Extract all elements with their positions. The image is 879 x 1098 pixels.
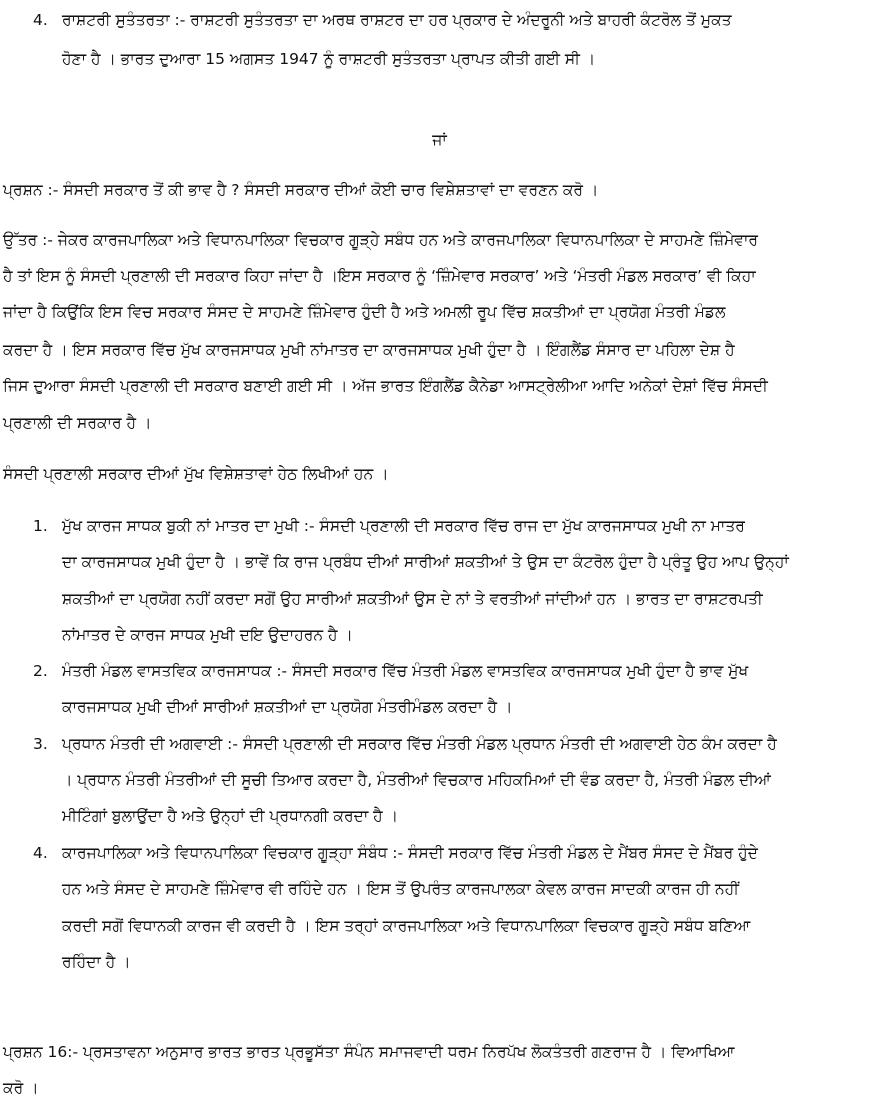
- list-number: 2.: [33, 662, 48, 680]
- feature-line: ਕਾਰਜਸਾਧਕ ਮੁਖੀ ਦੀਆਂ ਸਾਰੀਆਂ ਸ਼ਕਤੀਆਂ ਦਾ ਪ੍ਰਯੋਗ ਮੰਤਰੀਮੰਡਲ ਕਰਦਾ ਹੈ ।: [62, 698, 513, 716]
- feature-line: ਮੀਟਿੰਗਾਂ ਬੁਲਾਉਂਦਾ ਹੈ ਅਤੇ ਉਨ੍ਹਾਂ ਦੀ ਪ੍ਰਧਾਨਗੀ ਕਰਦਾ ਹੈ ।: [62, 807, 399, 825]
- feature-line: ਮੰਤਰੀ ਮੰਡਲ ਵਾਸਤਵਿਕ ਕਾਰਜਸਾਧਕ :- ਸੰਸਦੀ ਸਰਕਾਰ ਵਿੱਚ ਮੰਤਰੀ ਮੰਡਲ ਵਾਸਤਵਿਕ ਕਾਰਜਸਾਧਕ ਮੁਖੀ ਹੁੰਦਾ ਹੈ ਭਾਵ ਮੁੱਖ: [62, 662, 749, 680]
- feature-line: ਰਹਿੰਦਾ ਹੈ ।: [62, 953, 131, 971]
- feature-line: ਹਨ ਅਤੇ ਸੰਸਦ ਦੇ ਸਾਹਮਣੇ ਜ਼ਿੰਮੇਵਾਰ ਵੀ ਰਹਿੰਦੇ ਹਨ । ਇਸ ਤੋਂ ਉਪਰੰਤ ਕਾਰਜਪਾਲਕਾ ਕੇਵਲ ਕਾਰਜ ਸਾਦਕੀ ਕਾਰਜ ਹੀ ਨਹੀਂ: [62, 880, 739, 898]
- list-item-line: ਰਾਸ਼ਟਰੀ ਸੁਤੰਤਰਤਾ :- ਰਾਸ਼ਟਰੀ ਸੁਤੰਤਰਤਾ ਦਾ ਅਰਥ ਰਾਸ਼ਟਰ ਦਾ ਹਰ ਪ੍ਰਕਾਰ ਦੇ ਅੰਦਰੂਨੀ ਅਤੇ ਬਾਹਰੀ ਕੰਟਰੋਲ ਤੋਂ ਮੁਕਤ: [62, 11, 732, 29]
- answer-line: ਉੱਤਰ :- ਜੇਕਰ ਕਾਰਜਪਾਲਿਕਾ ਅਤੇ ਵਿਧਾਨਪਾਲਿਕਾ ਵਿਚਕਾਰ ਗੂੜ੍ਹੇ ਸਬੰਧ ਹਨ ਅਤੇ ਕਾਰਜਪਾਲਿਕਾ ਵਿਧਾਨਪਾਲਿਕਾ ਦੇ ਸਾਹਮਣੇ ਜ਼ਿੰਮੇਵਾਰ: [3, 231, 759, 249]
- feature-line: ਕਾਰਜਪਾਲਿਕਾ ਅਤੇ ਵਿਧਾਨਪਾਲਿਕਾ ਵਿਚਕਾਰ ਗੂੜ੍ਹਾ ਸੰਬੰਧ :- ਸੰਸਦੀ ਸਰਕਾਰ ਵਿੱਚ ਮੰਤਰੀ ਮੰਡਲ ਦੇ ਮੈਂਬਰ ਸੰਸਦ ਦੇ ਮੈਂਬਰ ਹੁੰਦੇ: [62, 844, 758, 862]
- list-number: 4.: [33, 11, 48, 29]
- feature-line: ਪ੍ਰਧਾਨ ਮੰਤਰੀ ਦੀ ਅਗਵਾਈ :- ਸੰਸਦੀ ਪ੍ਰਣਾਲੀ ਦੀ ਸਰਕਾਰ ਵਿੱਚ ਮੰਤਰੀ ਮੰਡਲ ਪ੍ਰਧਾਨ ਮੰਤਰੀ ਦੀ ਅਗਵਾਈ ਹੇਠ ਕੰਮ ਕਰਦਾ ਹੈ: [62, 735, 777, 753]
- feature-line: ਸ਼ਕਤੀਆਂ ਦਾ ਪ੍ਰਯੋਗ ਨਹੀਂ ਕਰਦਾ ਸਗੋਂ ਉਹ ਸਾਰੀਆਂ ਸ਼ਕਤੀਆਂ ਉਸ ਦੇ ਨਾਂ ਤੇ ਵਰਤੀਆਂ ਜਾਂਦੀਆਂ ਹਨ । ਭਾਰਤ ਦਾ ਰਾਸ਼ਟਰਪਤੀ: [62, 590, 763, 608]
- feature-line: ਨਾਂਮਾਤਰ ਦੇ ਕਾਰਜ ਸਾਧਕ ਮੁਖੀ ਦਇ ਉਦਾਹਰਨ ਹੈ ।: [62, 626, 353, 644]
- answer-line: ਜਾਂਦਾ ਹੈ ਕਿਉਂਕਿ ਇਸ ਵਿਚ ਸਰਕਾਰ ਸੰਸਦ ਦੇ ਸਾਹਮਣੇ ਜ਼ਿੰਮੇਵਾਰ ਹੁੰਦੀ ਹੈ ਅਤੇ ਅਮਲੀ ਰੂਪ ਵਿੱਚ ਸ਼ਕਤੀਆਂ ਦਾ ਪ੍ਰਯੋਗ ਮੰਤਰੀ ਮੰਡਲ: [3, 303, 726, 321]
- or-separator: ਜਾਂ: [432, 131, 447, 149]
- feature-line: ਦਾ ਕਾਰਜਸਾਧਕ ਮੁਖੀ ਹੁੰਦਾ ਹੈ । ਭਾਵੇਂ ਕਿ ਰਾਜ ਪ੍ਰਬੰਧ ਦੀਆਂ ਸਾਰੀਆਂ ਸ਼ਕਤੀਆਂ ਤੇ ਉਸ ਦਾ ਕੰਟਰੋਲ ਹੁੰਦਾ ਹੈ ਪ੍ਰੰਤੂ ਉਹ ਆਪ ਉਨ੍ਹਾਂ: [62, 553, 789, 571]
- question-16-heading: ਪ੍ਰਸ਼ਨ 16:- ਪ੍ਰਸਤਾਵਨਾ ਅਨੁਸਾਰ ਭਾਰਤ ਭਾਰਤ ਪ੍ਰਭੂਸੱਤਾ ਸੰਪੰਨ ਸਮਾਜਵਾਦੀ ਧਰਮ ਨਿਰਪੱਖ ਲੋਕਤੰਤਰੀ ਗਣਰਾਜ ਹੈ । ਵਿਆਖਿਆ: [3, 1043, 735, 1061]
- list-number: 4.: [33, 844, 48, 862]
- list-item-line: ਹੋਣਾ ਹੈ । ਭਾਰਤ ਦੁਆਰਾ 15 ਅਗਸਤ 1947 ਨੂੰ ਰਾਸ਼ਟਰੀ ਸੁਤੰਤਰਤਾ ਪ੍ਰਾਪਤ ਕੀਤੀ ਗਈ ਸੀ ।: [62, 50, 596, 68]
- feature-line: । ਪ੍ਰਧਾਨ ਮੰਤਰੀ ਮੰਤਰੀਆਂ ਦੀ ਸੂਚੀ ਤਿਆਰ ਕਰਦਾ ਹੈ, ਮੰਤਰੀਆਂ ਵਿਚਕਾਰ ਮਹਿਕਮਿਆਂ ਦੀ ਵੰਡ ਕਰਦਾ ਹੈ, ਮੰਤਰੀ ਮੰਡਲ ਦੀਆਂ: [62, 771, 771, 789]
- answer-line: ਕਰਦਾ ਹੈ । ਇਸ ਸਰਕਾਰ ਵਿੱਚ ਮੁੱਖ ਕਾਰਜਸਾਧਕ ਮੁਖੀ ਨਾਂਮਾਤਰ ਦਾ ਕਾਰਜਸਾਧਕ ਮੁਖੀ ਹੁੰਦਾ ਹੈ । ਇੰਗਲੈਂਡ ਸੰਸਾਰ ਦਾ ਪਹਿਲਾ ਦੇਸ਼ ਹੈ: [3, 341, 735, 359]
- list-number: 1.: [33, 517, 48, 535]
- answer-line: ਹੈ ਤਾਂ ਇਸ ਨੂੰ ਸੰਸਦੀ ਪ੍ਰਣਾਲੀ ਦੀ ਸਰਕਾਰ ਕਿਹਾ ਜਾਂਦਾ ਹੈ ।ਇਸ ਸਰਕਾਰ ਨੂੰ ‘ਜ਼ਿੰਮੇਵਾਰ ਸਰਕਾਰ’ ਅਤੇ ‘ਮੰਤਰੀ ਮੰਡਲ ਸਰਕਾਰ’ ਵੀ ਕਿਹਾ: [3, 267, 756, 285]
- feature-line: ਮੁੱਖ ਕਾਰਜ ਸਾਧਕ ਬੁਕੀ ਨਾਂ ਮਾਤਰ ਦਾ ਮੁਖੀ :- ਸੰਸਦੀ ਪ੍ਰਣਾਲੀ ਦੀ ਸਰਕਾਰ ਵਿੱਚ ਰਾਜ ਦਾ ਮੁੱਖ ਕਾਰਜਸਾਧਕ ਮੁਖੀ ਨਾ ਮਾਤਰ: [62, 517, 745, 535]
- question-heading: ਪ੍ਰਸ਼ਨ :- ਸੰਸਦੀ ਸਰਕਾਰ ਤੋਂ ਕੀ ਭਾਵ ਹੈ ? ਸੰਸਦੀ ਸਰਕਾਰ ਦੀਆਂ ਕੋਈ ਚਾਰ ਵਿਸ਼ੇਸ਼ਤਾਵਾਂ ਦਾ ਵਰਣਨ ਕਰੋ ।: [3, 181, 599, 199]
- features-heading: ਸੰਸਦੀ ਪ੍ਰਣਾਲੀ ਸਰਕਾਰ ਦੀਆਂ ਮੁੱਖ ਵਿਸ਼ੇਸ਼ਤਾਵਾਂ ਹੇਠ ਲਿਖੀਆਂ ਹਨ ।: [3, 465, 389, 483]
- answer-line: ਪ੍ਰਣਾਲੀ ਦੀ ਸਰਕਾਰ ਹੈ ।: [3, 414, 152, 432]
- list-number: 3.: [33, 735, 48, 753]
- feature-line: ਕਰਦੀ ਸਗੋਂ ਵਿਧਾਨਕੀ ਕਾਰਜ ਵੀ ਕਰਦੀ ਹੈ । ਇਸ ਤਰ੍ਹਾਂ ਕਾਰਜਪਾਲਿਕਾ ਅਤੇ ਵਿਧਾਨਪਾਲਿਕਾ ਵਿਚਕਾਰ ਗੂੜ੍ਹੇ ਸਬੰਧ ਬਣਿਆ: [62, 917, 751, 935]
- question-16-line: ਕਰੋ ।: [3, 1079, 39, 1097]
- answer-line: ਜਿਸ ਦੁਆਰਾ ਸੰਸਦੀ ਪ੍ਰਣਾਲੀ ਦੀ ਸਰਕਾਰ ਬਣਾਈ ਗਈ ਸੀ । ਅੱਜ ਭਾਰਤ ਇੰਗਲੈਂਡ ਕੈਨੇਡਾ ਆਸਟ੍ਰੇਲੀਆ ਆਦਿ ਅਨੇਕਾਂ ਦੇਸ਼ਾਂ ਵਿੱਚ ਸੰਸਦੀ: [3, 377, 768, 395]
